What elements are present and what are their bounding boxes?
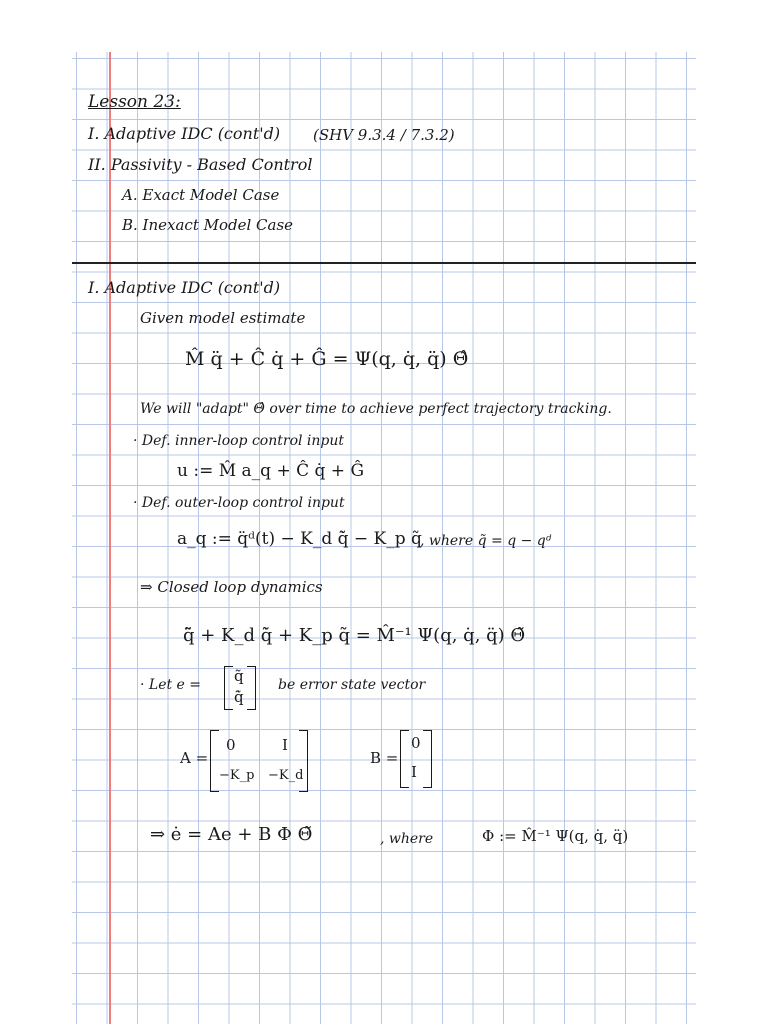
matrix-a-11: 0	[226, 736, 236, 754]
outline-item-1: I. Adaptive IDC (cont'd)	[88, 124, 281, 143]
outline-item-2a: A. Exact Model Case	[122, 186, 280, 204]
error-definition: , where q̃ = q − qᵈ	[420, 533, 552, 549]
matrix-a-21: −K_p	[219, 768, 255, 783]
error-dynamics-equation: ⇒ ė = Ae + B Φ Θ̃	[150, 824, 313, 845]
error-vector-top: q̃	[234, 667, 244, 685]
matrix-b	[400, 730, 432, 788]
def-inner-loop: · Def. inner-loop control input	[133, 433, 345, 449]
outer-loop-equation: a_q := q̈ᵈ(t) − K_d q̃̇ − K_p q̃	[177, 529, 422, 549]
matrix-b-2: I	[411, 763, 417, 781]
outline-item-2b: B. Inexact Model Case	[122, 216, 294, 234]
matrix-a-label: A =	[180, 749, 209, 767]
outline-item-1-reference: (SHV 9.3.4 / 7.3.2)	[313, 126, 455, 144]
matrix-a-22: −K_d	[268, 768, 304, 783]
model-estimate-equation: M̂ q̈ + Ĉ q̇ + Ĝ = Ψ(q, q̇, q̈) Θ̂	[185, 348, 469, 370]
error-vector-bottom: q̃̇	[234, 688, 244, 706]
given-text: Given model estimate	[140, 309, 306, 327]
section-title: I. Adaptive IDC (cont'd)	[88, 278, 281, 297]
error-vector-label: be error state vector	[278, 677, 426, 693]
outline-item-2: II. Passivity - Based Control	[88, 155, 313, 174]
inner-loop-equation: u := M̂ a_q + Ĉ q̇ + Ĝ	[177, 461, 365, 481]
closed-loop-equation: q̃̈ + K_d q̃̇ + K_p q̃ = M̂⁻¹ Ψ(q, q̇, q̈) Θ̃	[183, 625, 526, 646]
error-vector	[224, 666, 256, 710]
adapt-statement: We will "adapt" Θ̂ over time to achieve perfect trajectory tracking.	[140, 401, 612, 417]
matrix-b-1: 0	[411, 734, 421, 752]
def-outer-loop: · Def. outer-loop control input	[133, 495, 345, 511]
matrix-b-label: B =	[370, 749, 399, 767]
matrix-a	[210, 730, 308, 792]
closed-loop-heading: ⇒ Closed loop dynamics	[140, 578, 323, 596]
margin-line	[109, 52, 111, 1024]
matrix-a-12: I	[282, 736, 288, 754]
section-divider	[72, 262, 696, 264]
lesson-heading: Lesson 23:	[88, 92, 181, 112]
let-text: · Let e =	[140, 677, 202, 693]
phi-definition: Φ := M̂⁻¹ Ψ(q, q̇, q̈)	[482, 827, 629, 845]
where-text: , where	[380, 831, 434, 847]
